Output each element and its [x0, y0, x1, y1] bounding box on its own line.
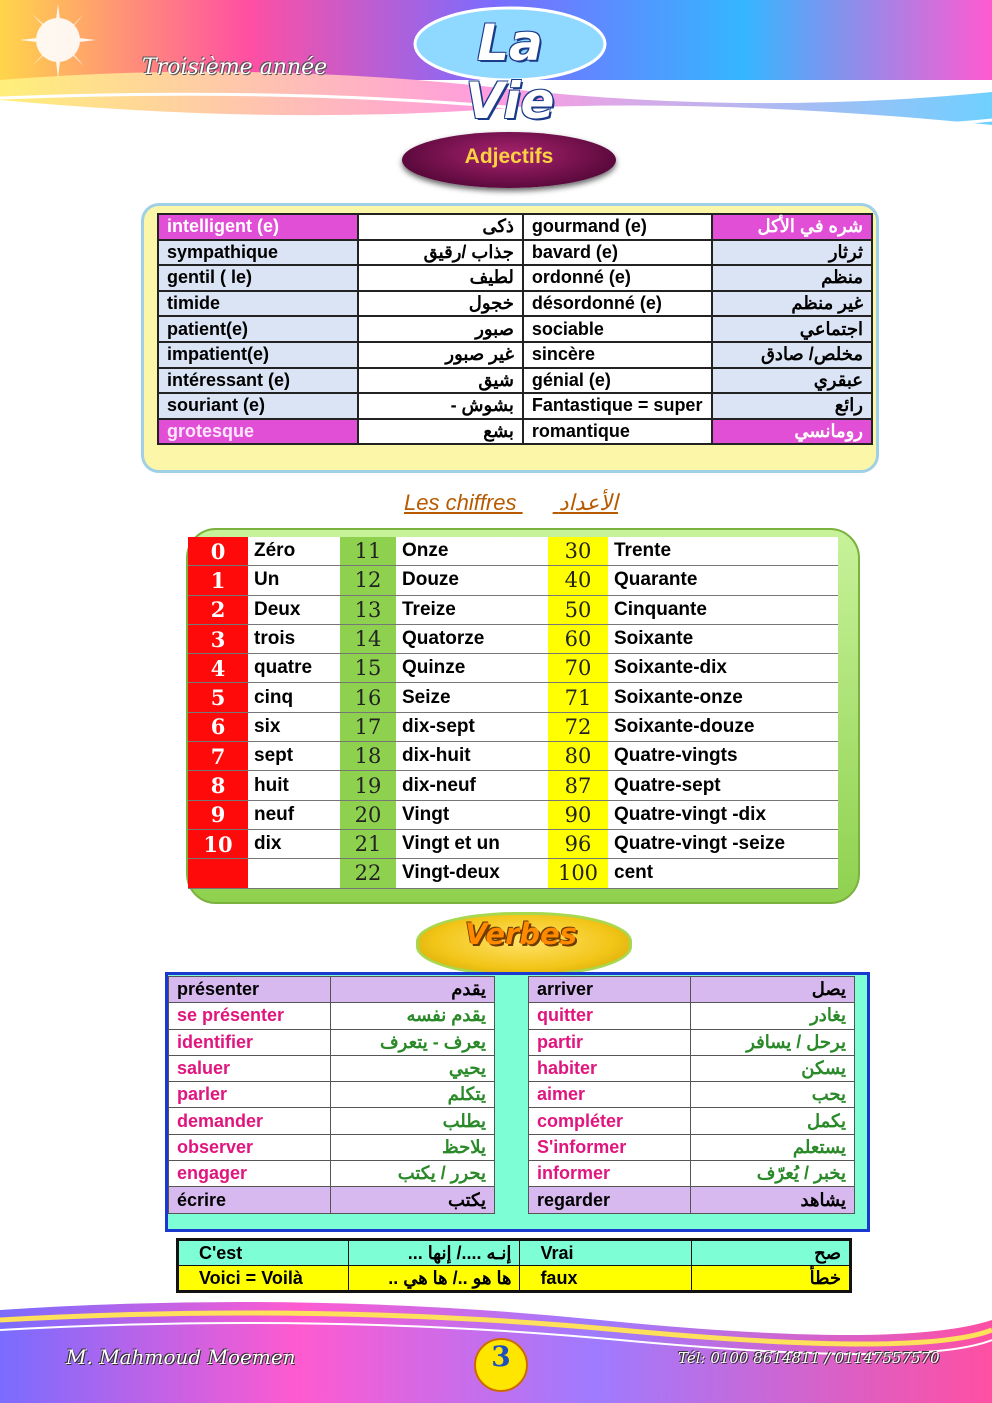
- verb-row: [169, 1082, 495, 1108]
- verb-row: [169, 1187, 495, 1213]
- adjective-fr: gentil ( le): [158, 265, 358, 291]
- number-row: [188, 859, 838, 888]
- number-digit: [188, 859, 248, 888]
- number-word: Quinze: [396, 654, 548, 683]
- number-digit: 3: [188, 624, 248, 653]
- number-digit: 4: [188, 654, 248, 683]
- verb-row: [529, 1161, 855, 1187]
- number-digit: 50: [548, 595, 608, 624]
- number-digit: 2: [188, 595, 248, 624]
- number-word: dix-huit: [396, 742, 548, 771]
- number-digit: 13: [340, 595, 396, 624]
- adjective-fr: sympathique: [158, 240, 358, 266]
- chiffres-title: [404, 490, 618, 516]
- number-digit: 96: [548, 829, 608, 858]
- verb-ar: يعرف - يتعرف: [330, 1029, 494, 1055]
- adjective-row: [158, 419, 872, 445]
- verbes-table-right: [528, 976, 855, 1214]
- verbes-table-left: [168, 976, 495, 1214]
- adjective-ar: خجول: [358, 291, 523, 317]
- number-word: Douze: [396, 566, 548, 595]
- verb-fr: écrire: [169, 1187, 331, 1213]
- verb-ar: يلاحظ: [330, 1134, 494, 1160]
- number-digit: 1: [188, 566, 248, 595]
- verb-ar: يحب: [690, 1082, 854, 1108]
- number-digit: 18: [340, 742, 396, 771]
- number-digit: 9: [188, 800, 248, 829]
- expression-fr: faux: [520, 1266, 691, 1292]
- number-digit: 100: [548, 859, 608, 888]
- verb-ar: يخبر / يُعرّف: [690, 1161, 854, 1187]
- adjective-fr: gourmand (e): [523, 214, 713, 240]
- adjective-ar: شره في الأكل: [712, 214, 872, 240]
- number-word: Deux: [248, 595, 340, 624]
- number-row: [188, 683, 838, 712]
- chiffres-title-ar: الأعداد: [558, 490, 618, 515]
- number-word: Quatre-sept: [608, 771, 838, 800]
- adjective-ar: بشوش -: [358, 393, 523, 419]
- verb-ar: يغادر: [690, 1003, 854, 1029]
- number-digit: 20: [340, 800, 396, 829]
- page-number: 3: [474, 1338, 528, 1392]
- number-row: [188, 829, 838, 858]
- number-digit: 70: [548, 654, 608, 683]
- adjective-ar: جذاب /رقيق: [358, 240, 523, 266]
- number-digit: 19: [340, 771, 396, 800]
- verb-ar: يكتب: [330, 1187, 494, 1213]
- adjective-ar: عبقري: [712, 368, 872, 394]
- number-row: [188, 742, 838, 771]
- adjective-ar: مخلص/ صادق: [712, 342, 872, 368]
- number-word: trois: [248, 624, 340, 653]
- verb-ar: يقدم نفسه: [330, 1003, 494, 1029]
- adjective-ar: منظم: [712, 265, 872, 291]
- number-word: Seize: [396, 683, 548, 712]
- expression-ar: إنـه ..../ إنها ...: [349, 1240, 520, 1266]
- verb-row: [169, 1161, 495, 1187]
- verb-ar: يحرر / يكتب: [330, 1161, 494, 1187]
- number-word: huit: [248, 771, 340, 800]
- verb-fr: habiter: [529, 1055, 691, 1081]
- verb-fr: saluer: [169, 1055, 331, 1081]
- number-row: [188, 771, 838, 800]
- number-row: [188, 566, 838, 595]
- verb-fr: arriver: [529, 977, 691, 1003]
- verb-fr: quitter: [529, 1003, 691, 1029]
- verb-row: [529, 1055, 855, 1081]
- number-row: [188, 712, 838, 741]
- number-word: Vingt et un: [396, 829, 548, 858]
- number-digit: 0: [188, 537, 248, 566]
- number-word: Quatre-vingt -seize: [608, 829, 838, 858]
- adjective-row: [158, 342, 872, 368]
- number-row: [188, 654, 838, 683]
- number-word: Trente: [608, 537, 838, 566]
- verb-row: [169, 1055, 495, 1081]
- number-word: dix: [248, 829, 340, 858]
- number-digit: 16: [340, 683, 396, 712]
- number-digit: 60: [548, 624, 608, 653]
- verb-fr: se présenter: [169, 1003, 331, 1029]
- verb-row: [169, 977, 495, 1003]
- adjective-row: [158, 316, 872, 342]
- page-subtitle: Troisième année: [142, 55, 328, 80]
- number-word: Quatre-vingt -dix: [608, 800, 838, 829]
- number-digit: 22: [340, 859, 396, 888]
- expressions-table: [176, 1238, 852, 1293]
- footer-author: M. Mahmoud Moemen: [66, 1345, 296, 1369]
- adjective-fr: intéressant (e): [158, 368, 358, 394]
- number-word: six: [248, 712, 340, 741]
- adjective-fr: sociable: [523, 316, 713, 342]
- number-row: [188, 624, 838, 653]
- number-word: Soixante-douze: [608, 712, 838, 741]
- verb-row: [169, 1108, 495, 1134]
- verb-ar: يكمل: [690, 1108, 854, 1134]
- adjective-fr: intelligent (e): [158, 214, 358, 240]
- adjective-ar: رومانسي: [712, 419, 872, 445]
- number-word: Un: [248, 566, 340, 595]
- number-word: Quatre-vingts: [608, 742, 838, 771]
- number-digit: 14: [340, 624, 396, 653]
- expression-row: [178, 1240, 851, 1266]
- number-word: quatre: [248, 654, 340, 683]
- number-word: dix-sept: [396, 712, 548, 741]
- number-digit: 6: [188, 712, 248, 741]
- adjective-fr: impatient(e): [158, 342, 358, 368]
- adjective-ar: رائع: [712, 393, 872, 419]
- number-word: Soixante-dix: [608, 654, 838, 683]
- adjective-fr: patient(e): [158, 316, 358, 342]
- verb-row: [529, 1029, 855, 1055]
- expression-fr: C'est: [178, 1240, 349, 1266]
- verb-fr: partir: [529, 1029, 691, 1055]
- verb-fr: S'informer: [529, 1134, 691, 1160]
- number-word: cinq: [248, 683, 340, 712]
- adjective-ar: ثرثار: [712, 240, 872, 266]
- footer-phone: Tél: 0100 8614811 / 01147557570: [678, 1349, 940, 1367]
- expression-fr: Vrai: [520, 1240, 691, 1266]
- adjective-ar: شيق: [358, 368, 523, 394]
- adjective-row: [158, 368, 872, 394]
- number-word: Onze: [396, 537, 548, 566]
- number-word: sept: [248, 742, 340, 771]
- adjective-ar: غير صبور: [358, 342, 523, 368]
- adjective-row: [158, 291, 872, 317]
- adjective-row: [158, 393, 872, 419]
- number-digit: 5: [188, 683, 248, 712]
- expression-ar: ها هو ../ ها هي ..: [349, 1266, 520, 1292]
- expression-fr: Voici = Voilà: [178, 1266, 349, 1292]
- verb-ar: يحيي: [330, 1055, 494, 1081]
- number-digit: 17: [340, 712, 396, 741]
- verb-ar: يستعلم: [690, 1134, 854, 1160]
- adjective-fr: désordonné (e): [523, 291, 713, 317]
- verb-ar: يشاهد: [690, 1187, 854, 1213]
- adjective-fr: bavard (e): [523, 240, 713, 266]
- verb-fr: engager: [169, 1161, 331, 1187]
- number-digit: 11: [340, 537, 396, 566]
- adjective-fr: Fantastique = super: [523, 393, 713, 419]
- verb-ar: يقدم: [330, 977, 494, 1003]
- adjective-ar: صبور: [358, 316, 523, 342]
- number-word: Soixante-onze: [608, 683, 838, 712]
- number-row: [188, 595, 838, 624]
- number-word: Cinquante: [608, 595, 838, 624]
- verb-fr: informer: [529, 1161, 691, 1187]
- number-digit: 30: [548, 537, 608, 566]
- number-digit: 7: [188, 742, 248, 771]
- number-word: Treize: [396, 595, 548, 624]
- verb-fr: aimer: [529, 1082, 691, 1108]
- adjective-ar: غير منظم: [712, 291, 872, 317]
- verb-ar: يتكلم: [330, 1082, 494, 1108]
- number-digit: 87: [548, 771, 608, 800]
- verb-ar: يطلب: [330, 1108, 494, 1134]
- number-digit: 10: [188, 829, 248, 858]
- adjective-row: [158, 214, 872, 240]
- number-digit: 21: [340, 829, 396, 858]
- adjective-ar: اجتماعي: [712, 316, 872, 342]
- verb-row: [169, 1003, 495, 1029]
- number-digit: 8: [188, 771, 248, 800]
- adjective-row: [158, 240, 872, 266]
- adjectifs-title: Adjectifs: [464, 145, 554, 168]
- verb-fr: compléter: [529, 1108, 691, 1134]
- number-word: Quatorze: [396, 624, 548, 653]
- number-digit: 12: [340, 566, 396, 595]
- verb-fr: observer: [169, 1134, 331, 1160]
- verb-row: [529, 1003, 855, 1029]
- verb-fr: regarder: [529, 1187, 691, 1213]
- number-word: Soixante: [608, 624, 838, 653]
- adjective-fr: souriant (e): [158, 393, 358, 419]
- verb-row: [169, 1029, 495, 1055]
- number-row: [188, 800, 838, 829]
- verb-row: [529, 977, 855, 1003]
- verb-ar: يصل: [690, 977, 854, 1003]
- verb-row: [529, 1108, 855, 1134]
- adjectifs-table: [157, 213, 873, 445]
- number-word: dix-neuf: [396, 771, 548, 800]
- verb-ar: يرحل / يسافر: [690, 1029, 854, 1055]
- chiffres-title-fr: Les chiffres: [404, 490, 517, 515]
- verb-row: [529, 1134, 855, 1160]
- expression-ar: خطأ: [691, 1266, 850, 1292]
- adjective-fr: romantique: [523, 419, 713, 445]
- number-digit: 40: [548, 566, 608, 595]
- number-digit: 80: [548, 742, 608, 771]
- number-row: [188, 537, 838, 566]
- number-digit: 72: [548, 712, 608, 741]
- adjective-ar: ذكى: [358, 214, 523, 240]
- number-word: [248, 859, 340, 888]
- number-word: Quarante: [608, 566, 838, 595]
- adjective-fr: timide: [158, 291, 358, 317]
- numbers-table: [188, 537, 838, 889]
- adjective-ar: لطيف: [358, 265, 523, 291]
- verb-fr: demander: [169, 1108, 331, 1134]
- adjective-fr: ordonné (e): [523, 265, 713, 291]
- expression-ar: صح: [691, 1240, 850, 1266]
- verb-row: [529, 1082, 855, 1108]
- adjective-ar: بشع: [358, 419, 523, 445]
- number-digit: 71: [548, 683, 608, 712]
- verb-row: [529, 1187, 855, 1213]
- adjective-fr: sincère: [523, 342, 713, 368]
- adjective-fr: génial (e): [523, 368, 713, 394]
- verb-ar: يسكن: [690, 1055, 854, 1081]
- verb-fr: parler: [169, 1082, 331, 1108]
- number-word: Vingt: [396, 800, 548, 829]
- number-digit: 15: [340, 654, 396, 683]
- number-word: Zéro: [248, 537, 340, 566]
- verb-row: [169, 1134, 495, 1160]
- verb-fr: identifier: [169, 1029, 331, 1055]
- verb-fr: présenter: [169, 977, 331, 1003]
- number-word: Vingt-deux: [396, 859, 548, 888]
- verbes-title: Verbes: [465, 917, 577, 951]
- page-title: La Vie: [465, 14, 555, 130]
- number-digit: 90: [548, 800, 608, 829]
- expression-row: [178, 1266, 851, 1292]
- number-word: cent: [608, 859, 838, 888]
- adjective-fr: grotesque: [158, 419, 358, 445]
- adjective-row: [158, 265, 872, 291]
- number-word: neuf: [248, 800, 340, 829]
